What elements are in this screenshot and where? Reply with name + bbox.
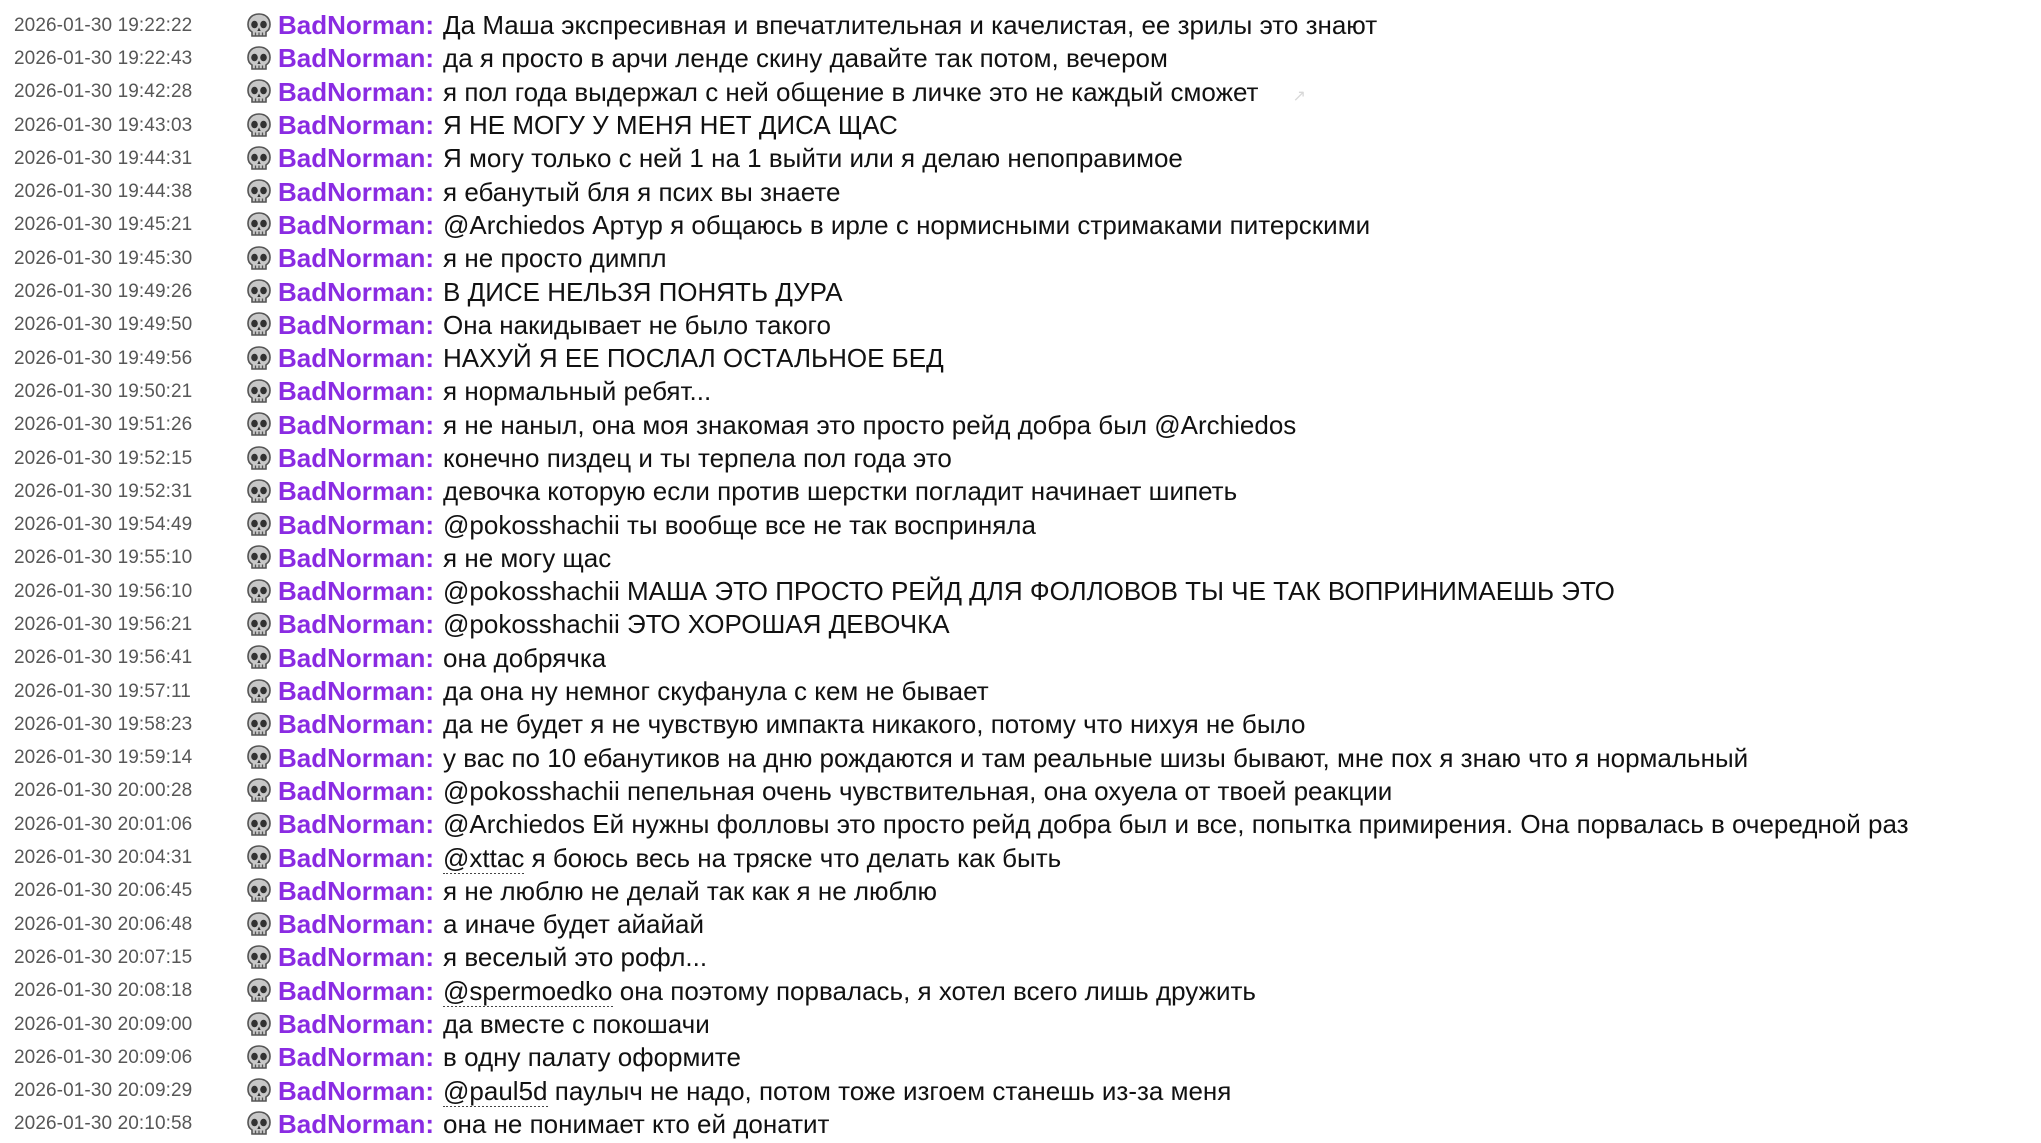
message-body: Она накидывает не было такого xyxy=(443,309,831,340)
message-text xyxy=(443,709,1305,740)
message-text xyxy=(443,676,989,707)
message-text xyxy=(443,10,1377,41)
chat-message xyxy=(0,309,2041,342)
username[interactable]: BadNorman xyxy=(278,909,426,940)
chat-message xyxy=(0,375,2041,408)
username[interactable]: BadNorman xyxy=(278,143,426,174)
username-colon: : xyxy=(425,975,435,1006)
username[interactable]: BadNorman xyxy=(278,376,426,407)
chat-message xyxy=(0,642,2041,675)
username-colon: : xyxy=(425,409,435,440)
chat-message xyxy=(0,708,2041,741)
message-body: @pokosshachii МАША ЭТО ПРОСТО РЕЙД ДЛЯ ФОЛЛОВОВ ТЫ ЧЕ ТАК ВОПРИНИМАЕШЬ ЭТО xyxy=(443,576,1615,607)
message-body: да вместе с покошачи xyxy=(443,1009,710,1040)
message-body: я ебанутый бля я псих вы знаете xyxy=(443,176,841,207)
chat-message xyxy=(0,76,2041,109)
message-body: да не будет я не чувствую импакта никакого, потому что нихуя не было xyxy=(443,709,1306,740)
message-timestamp: 2026-01-30 20:06:48 xyxy=(14,913,193,935)
message-timestamp: 2026-01-30 19:52:31 xyxy=(14,480,193,502)
skull-icon xyxy=(242,678,276,706)
username[interactable]: BadNorman xyxy=(278,709,426,740)
skull-icon xyxy=(242,511,276,539)
username[interactable]: BadNorman xyxy=(278,1075,426,1106)
chat-message xyxy=(0,941,2041,974)
skull-icon xyxy=(242,811,276,839)
message-timestamp: 2026-01-30 19:56:21 xyxy=(14,613,193,635)
message-timestamp: 2026-01-30 19:54:49 xyxy=(14,514,193,536)
username-colon: : xyxy=(425,742,435,773)
username-colon: : xyxy=(425,909,435,940)
skull-icon xyxy=(242,644,276,672)
message-text xyxy=(443,443,952,474)
message-text xyxy=(443,1042,741,1073)
skull-icon xyxy=(242,345,276,373)
skull-icon xyxy=(242,1044,276,1072)
message-timestamp: 2026-01-30 19:49:26 xyxy=(14,281,193,303)
skull-icon xyxy=(242,78,276,106)
user-mention[interactable]: @paul5d xyxy=(443,1075,548,1106)
username-colon: : xyxy=(425,209,435,240)
username-colon: : xyxy=(425,343,435,374)
message-body: я не люблю не делай так как я не люблю xyxy=(443,875,937,906)
message-timestamp: 2026-01-30 19:59:14 xyxy=(14,747,193,769)
message-text xyxy=(443,476,1237,507)
message-timestamp: 2026-01-30 20:10:58 xyxy=(14,1113,193,1135)
username[interactable]: BadNorman xyxy=(278,309,426,340)
message-timestamp: 2026-01-30 19:50:21 xyxy=(14,380,193,402)
skull-icon xyxy=(242,145,276,173)
chat-message xyxy=(0,875,2041,908)
username[interactable]: BadNorman xyxy=(278,76,426,107)
skull-icon xyxy=(242,178,276,206)
username[interactable]: BadNorman xyxy=(278,176,426,207)
chat-message xyxy=(0,175,2041,208)
chat-message xyxy=(0,42,2041,75)
message-body: я не наныл, она моя знакомая это просто рейд добра был @Archiedos xyxy=(443,409,1297,440)
skull-icon xyxy=(242,1077,276,1105)
username[interactable]: BadNorman xyxy=(278,343,426,374)
message-timestamp: 2026-01-30 19:56:41 xyxy=(14,647,193,669)
message-body: конечно пиздец и ты терпела пол года это xyxy=(443,443,952,473)
message-timestamp: 2026-01-30 19:56:10 xyxy=(14,580,193,602)
message-timestamp: 2026-01-30 20:09:06 xyxy=(14,1046,193,1068)
username[interactable]: BadNorman xyxy=(278,409,426,440)
message-text xyxy=(443,510,1036,541)
message-timestamp: 2026-01-30 19:22:43 xyxy=(14,47,193,69)
message-timestamp: 2026-01-30 19:58:23 xyxy=(14,713,193,735)
message-timestamp: 2026-01-30 19:55:10 xyxy=(14,547,193,569)
chat-message xyxy=(0,275,2041,308)
chat-message xyxy=(0,342,2041,375)
username-colon: : xyxy=(425,875,435,906)
chat-message xyxy=(0,542,2041,575)
message-body: она поэтому порвалась, я хотел всего лишь дружить xyxy=(612,975,1256,1006)
message-text xyxy=(443,543,611,574)
message-body: я боюсь весь на тряске что делать как быть xyxy=(524,842,1062,873)
username-colon: : xyxy=(425,176,435,207)
skull-icon xyxy=(242,544,276,572)
message-body: @Archiedos Артур я общаюсь в ирле с нормисными стримаками питерскими xyxy=(443,209,1371,240)
message-timestamp: 2026-01-30 20:09:29 xyxy=(14,1080,193,1102)
username[interactable]: BadNorman xyxy=(278,975,426,1006)
message-body: она добрячка xyxy=(443,642,607,673)
username-colon: : xyxy=(425,1042,435,1073)
message-text xyxy=(443,410,1296,441)
message-text xyxy=(443,43,1168,74)
username-colon: : xyxy=(425,642,435,673)
message-body: да она ну немног скуфанула с кем не бывает xyxy=(443,676,989,707)
user-mention[interactable]: @xttac xyxy=(443,842,525,873)
chat-message xyxy=(0,841,2041,874)
message-timestamp: 2026-01-30 19:44:31 xyxy=(14,147,193,169)
username-colon: : xyxy=(425,10,435,41)
username-colon: : xyxy=(425,609,435,640)
skull-icon xyxy=(242,711,276,739)
message-text xyxy=(443,143,1183,174)
message-body: Я НЕ МОГУ У МЕНЯ НЕТ ДИСА ЩАС xyxy=(443,110,898,141)
skull-icon xyxy=(242,278,276,306)
skull-icon xyxy=(242,877,276,905)
message-text xyxy=(443,876,937,907)
message-body: @Archiedos Ей нужны фолловы это просто рейд добра был и все, попытка примирения. Она порвалась в очередной раз xyxy=(443,809,1909,840)
chat-message xyxy=(0,442,2041,475)
message-timestamp: 2026-01-30 20:01:06 xyxy=(14,813,193,835)
message-timestamp: 2026-01-30 19:45:21 xyxy=(14,214,193,236)
message-timestamp: 2026-01-30 19:49:50 xyxy=(14,314,193,336)
message-timestamp: 2026-01-30 19:49:56 xyxy=(14,347,193,369)
username-colon: : xyxy=(425,809,435,840)
chat-message xyxy=(0,908,2041,941)
username-colon: : xyxy=(425,1075,435,1106)
chat-message xyxy=(0,1041,2041,1074)
username-colon: : xyxy=(425,1009,435,1040)
skull-icon xyxy=(242,45,276,73)
username[interactable]: BadNorman xyxy=(278,576,426,607)
skull-icon xyxy=(242,311,276,339)
message-timestamp: 2026-01-30 20:09:00 xyxy=(14,1013,193,1035)
message-text xyxy=(443,776,1392,807)
message-body: девочка которую если против шерстки погладит начинает шипеть xyxy=(443,476,1238,507)
username-colon: : xyxy=(425,942,435,973)
username-colon: : xyxy=(425,1108,435,1139)
chat-message xyxy=(0,409,2041,442)
username-colon: : xyxy=(425,676,435,707)
chat-message xyxy=(0,508,2041,541)
message-body: Я могу только с ней 1 на 1 выйти или я делаю непоправимое xyxy=(443,143,1183,174)
message-timestamp: 2026-01-30 19:51:26 xyxy=(14,414,193,436)
username[interactable]: BadNorman xyxy=(278,476,426,507)
message-text xyxy=(443,1009,710,1040)
username[interactable]: BadNorman xyxy=(278,642,426,673)
skull-icon xyxy=(242,245,276,273)
username[interactable]: BadNorman xyxy=(278,842,426,873)
username-colon: : xyxy=(425,276,435,307)
username[interactable]: BadNorman xyxy=(278,509,426,540)
message-text xyxy=(443,743,1748,774)
message-body: я веселый это рофл... xyxy=(443,942,708,973)
message-text xyxy=(443,942,707,973)
chat-message xyxy=(0,608,2041,641)
chat-message xyxy=(0,675,2041,708)
skull-icon xyxy=(242,911,276,939)
message-text xyxy=(443,576,1615,607)
username[interactable]: BadNorman xyxy=(278,10,426,41)
username-colon: : xyxy=(425,576,435,607)
username-colon: : xyxy=(425,775,435,806)
skull-icon xyxy=(242,12,276,40)
chat-message xyxy=(0,975,2041,1008)
message-timestamp: 2026-01-30 20:07:15 xyxy=(14,946,193,968)
username[interactable]: BadNorman xyxy=(278,243,426,274)
chat-message xyxy=(0,242,2041,275)
chat-message xyxy=(0,575,2041,608)
message-text xyxy=(443,110,898,141)
message-text xyxy=(443,1109,829,1140)
chat-message xyxy=(0,9,2041,42)
username[interactable]: BadNorman xyxy=(278,942,426,973)
username[interactable]: BadNorman xyxy=(278,276,426,307)
username[interactable]: BadNorman xyxy=(278,542,426,573)
message-timestamp: 2026-01-30 20:00:28 xyxy=(14,780,193,802)
username[interactable]: BadNorman xyxy=(278,875,426,906)
message-timestamp: 2026-01-30 19:52:15 xyxy=(14,447,193,469)
message-body: @pokosshachii пепельная очень чувствительная, она охуела от твоей реакции xyxy=(443,775,1393,806)
message-timestamp: 2026-01-30 19:42:28 xyxy=(14,81,193,103)
username-colon: : xyxy=(425,143,435,174)
message-text xyxy=(443,1076,1231,1107)
message-body: В ДИСЕ НЕЛЬЗЯ ПОНЯТЬ ДУРА xyxy=(443,276,843,307)
username-colon: : xyxy=(425,542,435,573)
chat-message xyxy=(0,808,2041,841)
message-timestamp: 2026-01-30 20:06:45 xyxy=(14,880,193,902)
message-text xyxy=(443,277,843,308)
message-timestamp: 2026-01-30 20:04:31 xyxy=(14,847,193,869)
username[interactable]: BadNorman xyxy=(278,742,426,773)
message-timestamp: 2026-01-30 19:44:38 xyxy=(14,181,193,203)
message-timestamp: 2026-01-30 20:08:18 xyxy=(14,980,193,1002)
username-colon: : xyxy=(425,43,435,74)
username-colon: : xyxy=(425,110,435,141)
message-text xyxy=(443,643,606,674)
message-body: я не могу щас xyxy=(443,542,612,573)
skull-icon xyxy=(242,112,276,140)
skull-icon xyxy=(242,411,276,439)
username-colon: : xyxy=(425,443,435,473)
skull-icon xyxy=(242,777,276,805)
skull-icon xyxy=(242,378,276,406)
message-body: она не понимает кто ей донатит xyxy=(443,1108,830,1139)
username-colon: : xyxy=(425,509,435,540)
username-colon: : xyxy=(425,243,435,274)
message-text xyxy=(443,310,831,341)
message-body: @pokosshachii ты вообще все не так восприняла xyxy=(443,509,1036,540)
message-timestamp: 2026-01-30 19:22:22 xyxy=(14,14,193,36)
skull-icon xyxy=(242,211,276,239)
message-timestamp: 2026-01-30 19:45:30 xyxy=(14,247,193,269)
message-text xyxy=(443,909,704,940)
chat-log xyxy=(0,9,2041,1141)
username-colon: : xyxy=(425,476,435,507)
username[interactable]: BadNorman xyxy=(278,110,426,141)
chat-message xyxy=(0,775,2041,808)
username[interactable]: BadNorman xyxy=(278,809,426,840)
message-text xyxy=(443,843,1061,874)
username-colon: : xyxy=(425,76,435,107)
username[interactable]: BadNorman xyxy=(278,1042,426,1073)
message-text xyxy=(443,177,840,208)
message-body: я не просто димпл xyxy=(443,243,667,274)
username[interactable]: BadNorman xyxy=(278,775,426,806)
message-body: да я просто в арчи ленде скину давайте так потом, вечером xyxy=(443,43,1168,74)
skull-icon xyxy=(242,445,276,473)
message-timestamp: 2026-01-30 19:43:03 xyxy=(14,114,193,136)
skull-icon xyxy=(242,844,276,872)
username[interactable]: BadNorman xyxy=(278,443,426,473)
skull-icon xyxy=(242,1011,276,1039)
message-body: @pokosshachii ЭТО ХОРОШАЯ ДЕВОЧКА xyxy=(443,609,950,640)
external-link-icon[interactable]: ↗ xyxy=(1292,87,1306,105)
chat-message xyxy=(0,475,2041,508)
skull-icon xyxy=(242,611,276,639)
message-body: а иначе будет айайай xyxy=(443,909,705,940)
skull-icon xyxy=(242,478,276,506)
message-body: НАХУЙ Я ЕЕ ПОСЛАЛ ОСТАЛЬНОЕ БЕД xyxy=(443,343,944,374)
message-text xyxy=(443,210,1370,241)
chat-message xyxy=(0,1108,2041,1141)
username[interactable]: BadNorman xyxy=(278,209,426,240)
skull-icon xyxy=(242,977,276,1005)
username-colon: : xyxy=(425,709,435,740)
chat-message xyxy=(0,1008,2041,1041)
username[interactable]: BadNorman xyxy=(278,609,426,640)
message-text xyxy=(443,243,666,274)
chat-message xyxy=(0,109,2041,142)
chat-message xyxy=(0,209,2041,242)
username[interactable]: BadNorman xyxy=(278,43,426,74)
skull-icon xyxy=(242,744,276,772)
username-colon: : xyxy=(425,842,435,873)
chat-message xyxy=(0,742,2041,775)
username[interactable]: BadNorman xyxy=(278,676,426,707)
message-body: у вас по 10 ебанутиков на дню рождаются и там реальные шизы бывают, мне пох я знаю что я нормальный xyxy=(443,742,1749,773)
chat-message xyxy=(0,142,2041,175)
message-text xyxy=(443,77,1306,108)
message-text xyxy=(443,376,711,407)
message-timestamp: 2026-01-30 19:57:11 xyxy=(14,680,191,702)
username[interactable]: BadNorman xyxy=(278,1009,426,1040)
message-body: паулыч не надо, потом тоже изгоем станешь из-за меня xyxy=(547,1075,1232,1106)
message-text xyxy=(443,976,1256,1007)
message-text xyxy=(443,609,950,640)
message-body: Да Маша экспресивная и впечатлительная и качелистая, ее зрилы это знают xyxy=(443,10,1378,41)
username-colon: : xyxy=(425,376,435,407)
skull-icon xyxy=(242,1110,276,1138)
message-body: в одну палату оформите xyxy=(443,1042,741,1073)
username[interactable]: BadNorman xyxy=(278,1108,426,1139)
message-body: я нормальный ребят... xyxy=(443,376,712,407)
skull-icon xyxy=(242,578,276,606)
user-mention[interactable]: @spermoedko xyxy=(443,975,613,1006)
skull-icon xyxy=(242,944,276,972)
username-colon: : xyxy=(425,309,435,340)
message-body: я пол года выдержал с ней общение в личке это не каждый сможет xyxy=(443,76,1259,107)
message-text xyxy=(443,809,1909,840)
message-text xyxy=(443,343,944,374)
chat-message xyxy=(0,1075,2041,1108)
